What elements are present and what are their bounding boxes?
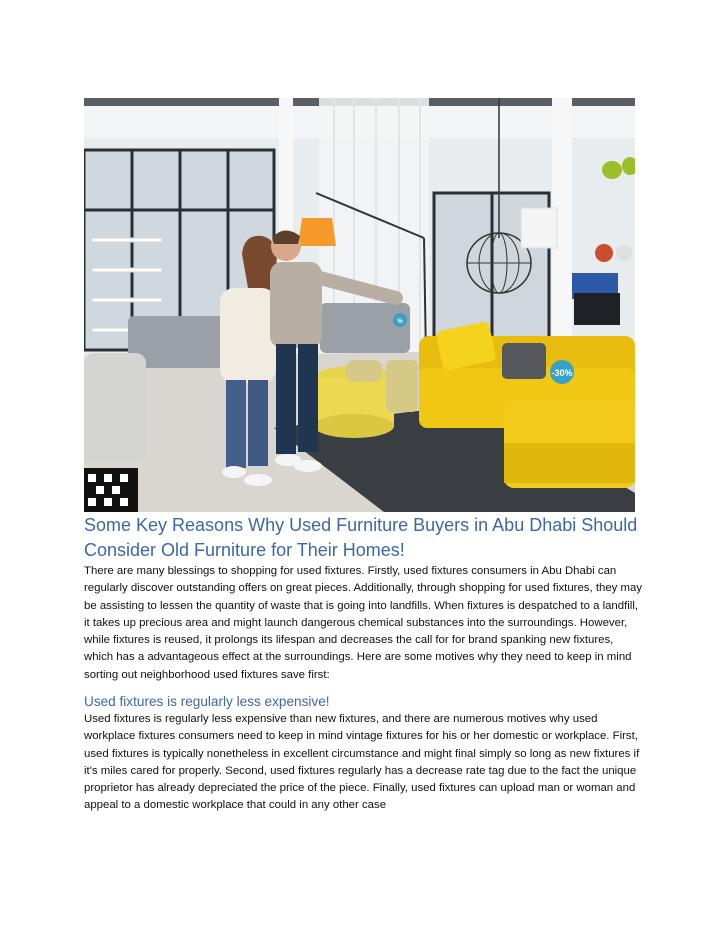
section-heading: Used fixtures is regularly less expensive!	[84, 694, 330, 709]
article-title: Some Key Reasons Why Used Furniture Buyers in Abu Dhabi Should Consider Old Furniture for Their Homes!	[84, 515, 638, 560]
intro-paragraph: There are many blessings to shopping for used fixtures. Firstly, used fixtures consumers in Abu Dhabi can regularly discover outstanding offers on great pieces. Additionally, through shopping for used fixtures, they may be assisting to lessen the quantity of waste that is going into landfills. When fixtures is despatched to a landfill, it takes up precious area and might launch dangerous chemical substances into the surroundings. However, while fixtures is reused, it prolongs its lifespan and decreases the call for for brand spanking new fixtures, which has a advantageous effect at the surroundings. Here are some motives why they need to keep in mind sorting out neighborhood used fixtures save first:	[84, 565, 643, 681]
discount-badge: -30%	[551, 368, 573, 378]
hero-image	[84, 98, 635, 512]
section-paragraph: Used fixtures is regularly less expensive than new fixtures, and there are numerous motives why used workplace fixtures consumers need to keep in mind vintage fixtures for his or her domestic or workplace. First, used fixtures is typically nonetheless in excellent circumstance and might final simply so long as new fixtures if it's miles cared for properly. Second, used fixtures regularly has a decrease rate tag due to the fact the unique proprietor has already depreciated the price of the piece. Finally, used fixtures can upload man or woman and appeal to a domestic workplace that could in any other case	[84, 713, 640, 812]
small-discount-badge: %	[397, 319, 403, 325]
showroom-illustration	[84, 98, 635, 512]
